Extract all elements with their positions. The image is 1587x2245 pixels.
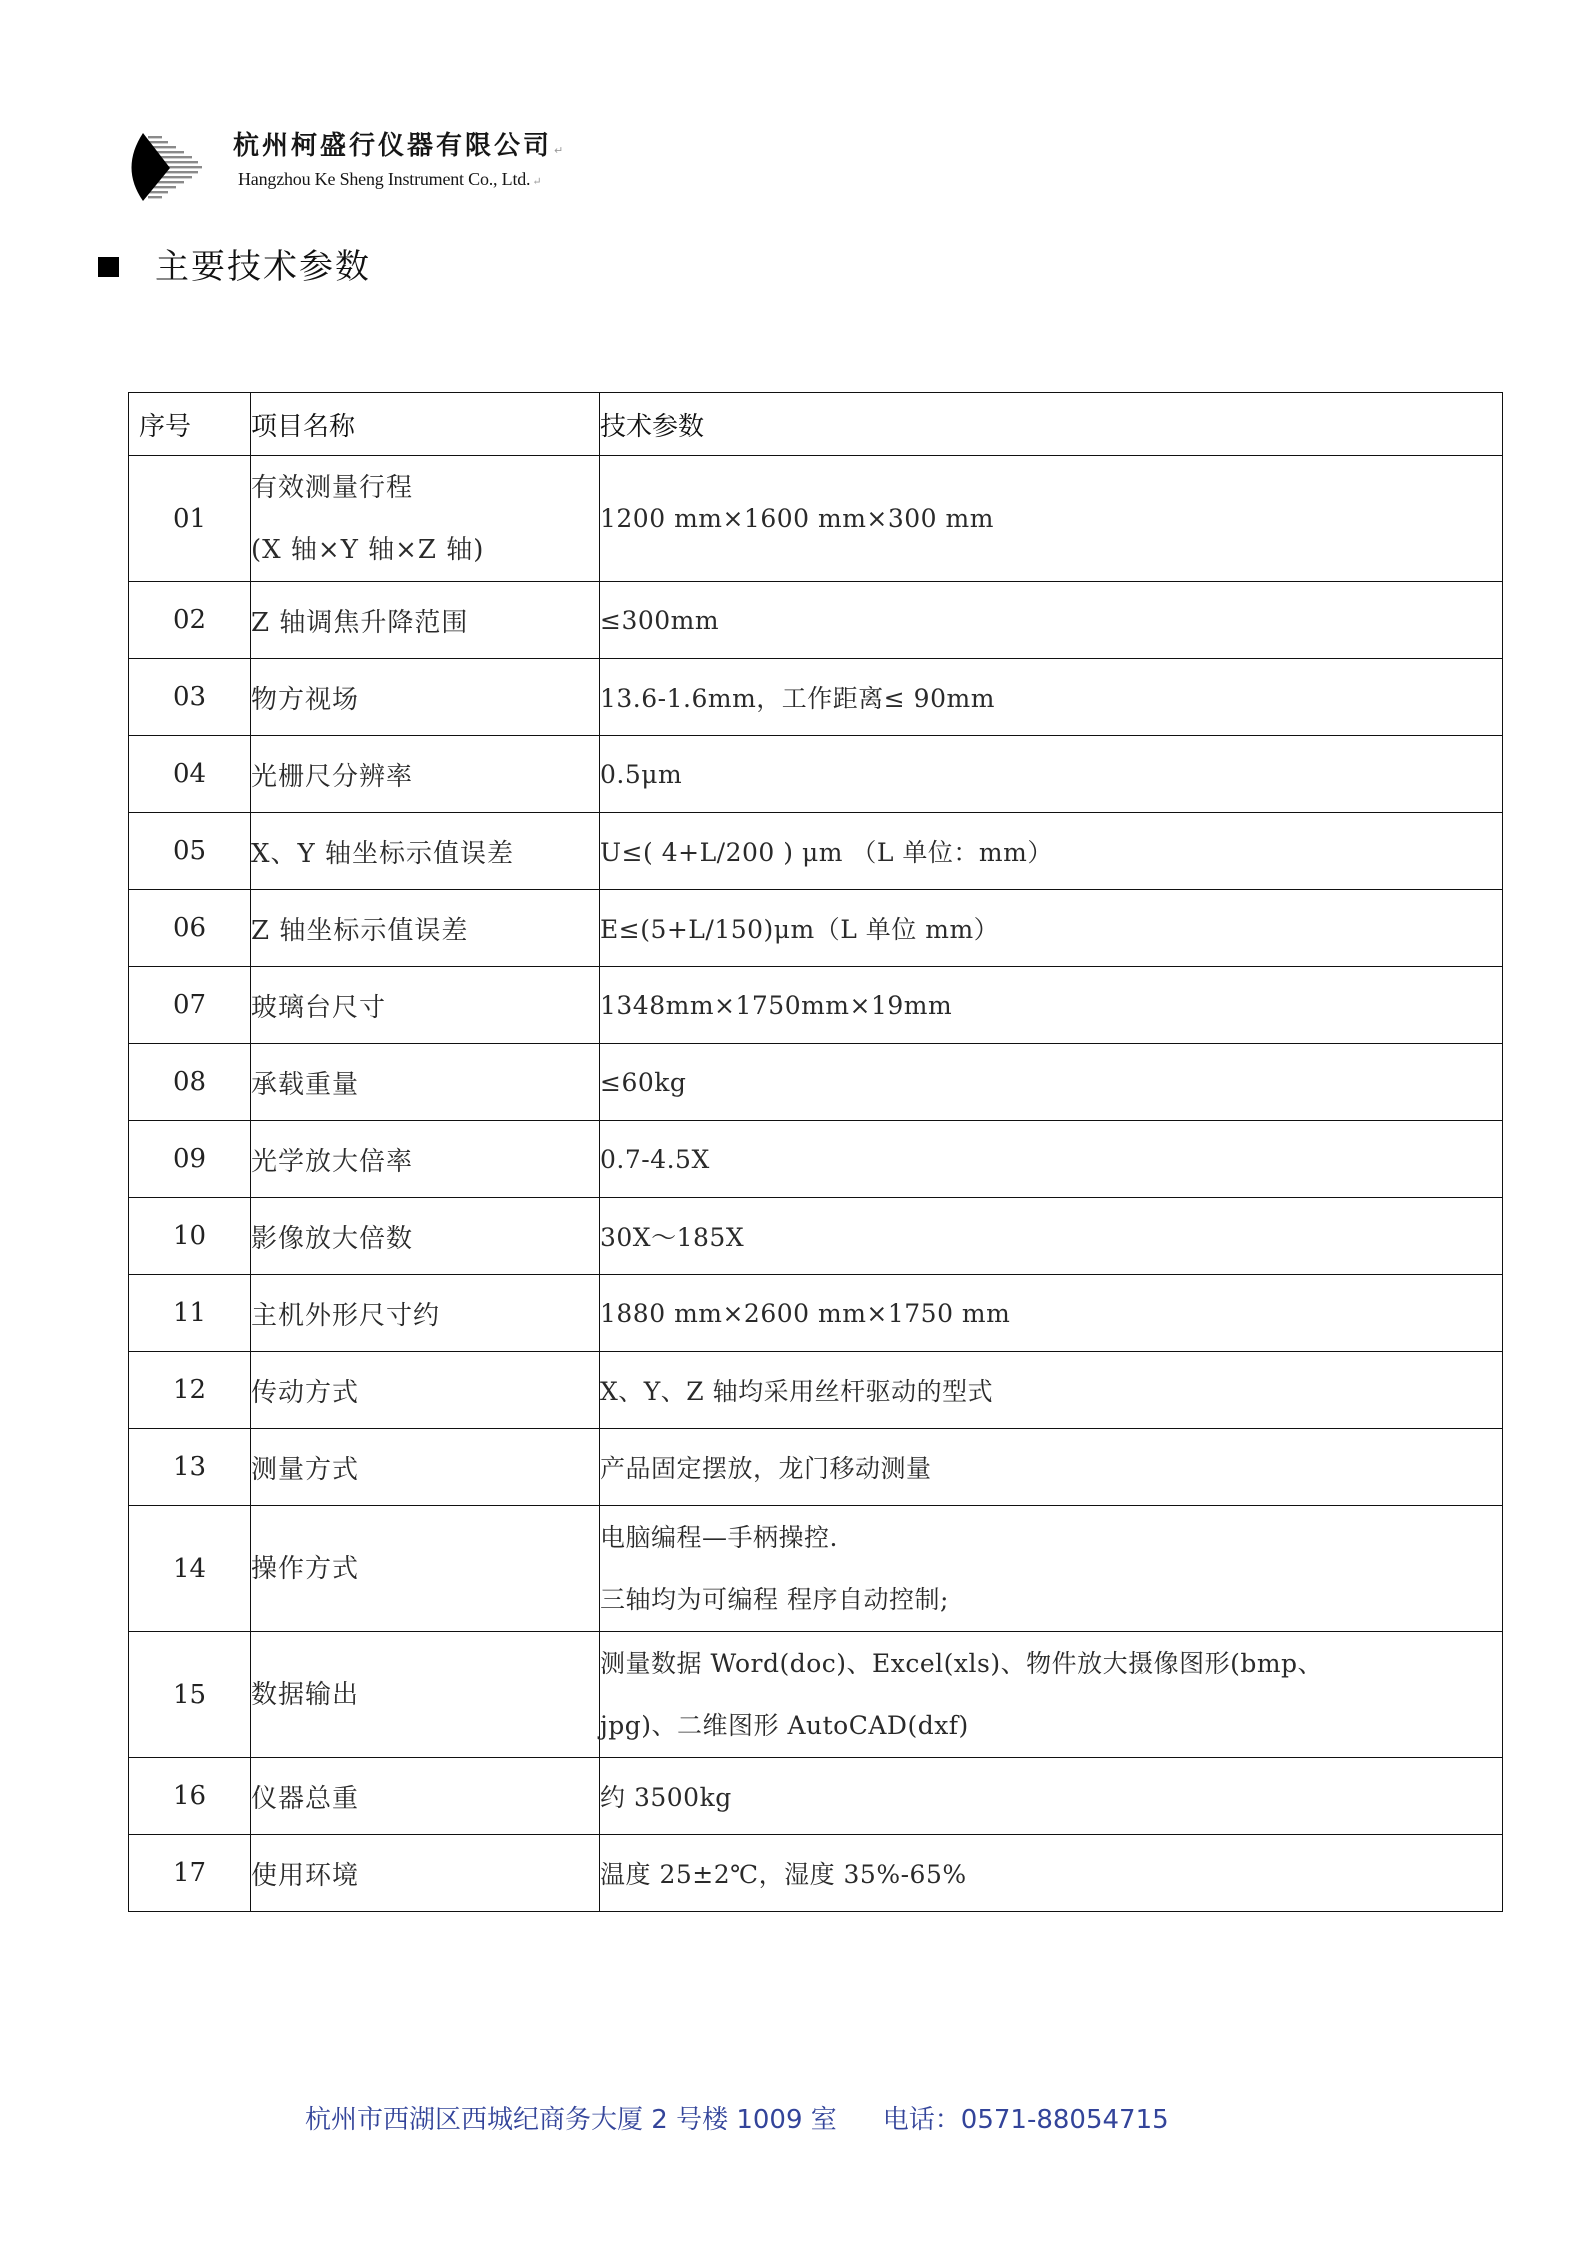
spec-value-line: 1200 mm×1600 mm×300 mm xyxy=(600,503,994,533)
table-row xyxy=(129,1758,1503,1835)
spec-value xyxy=(600,1835,1503,1912)
item-name-line: X、Y 轴坐标示值误差 xyxy=(251,838,514,869)
spec-value-line: ≤300mm xyxy=(600,605,720,635)
spec-value-line: 1880 mm×2600 mm×1750 mm xyxy=(600,1298,1011,1328)
footer-phone: 电话：0571-88054715 xyxy=(882,2105,1169,2135)
item-name xyxy=(251,582,600,659)
item-name xyxy=(251,1758,600,1835)
row-number: 05 xyxy=(129,813,251,890)
table-row xyxy=(129,582,1503,659)
item-name xyxy=(251,1632,600,1758)
spec-value-line: E≤(5+L/150)μm（L 单位 mm） xyxy=(600,915,1000,944)
item-name-line: (X 轴×Y 轴×Z 轴) xyxy=(251,534,485,565)
spec-value-line: 13.6-1.6mm，工作距离≤ 90mm xyxy=(600,684,995,713)
item-name xyxy=(251,659,600,736)
table-row xyxy=(129,1275,1503,1352)
item-name xyxy=(251,1198,600,1275)
item-name-line: 有效测量行程 xyxy=(251,472,414,503)
table-row xyxy=(129,967,1503,1044)
spec-value xyxy=(600,1044,1503,1121)
spec-value xyxy=(600,1198,1503,1275)
item-name-line: 传动方式 xyxy=(251,1377,360,1408)
item-name-line: Z 轴调焦升降范围 xyxy=(251,607,469,638)
spec-value-line: X、Y、Z 轴均采用丝杆驱动的型式 xyxy=(600,1377,994,1406)
spec-value-line: 三轴均为可编程 程序自动控制; xyxy=(600,1584,949,1614)
column-header-no: 序号 xyxy=(129,393,251,456)
spec-value-line: 1348mm×1750mm×19mm xyxy=(600,990,953,1020)
item-name xyxy=(251,1121,600,1198)
company-name-en-text: Hangzhou Ke Sheng Instrument Co., Ltd. xyxy=(238,169,531,189)
spec-value xyxy=(600,736,1503,813)
spec-table xyxy=(128,392,1503,1912)
table-row xyxy=(129,456,1503,582)
company-name-cn-text: 杭州柯盛行仪器有限公司 xyxy=(233,131,553,161)
item-name xyxy=(251,1506,600,1632)
item-name xyxy=(251,813,600,890)
spec-value xyxy=(600,659,1503,736)
spec-value xyxy=(600,1506,1503,1632)
spec-value-line: U≤( 4+L/200 ) μm （L 单位：mm） xyxy=(600,838,1053,867)
row-number: 04 xyxy=(129,736,251,813)
spec-value-line: 0.7-4.5X xyxy=(600,1144,710,1174)
column-header-item: 项目名称 xyxy=(251,393,600,456)
row-number: 11 xyxy=(129,1275,251,1352)
square-bullet-icon xyxy=(98,257,119,277)
item-name-line: 操作方式 xyxy=(251,1553,360,1584)
table-row xyxy=(129,1429,1503,1506)
row-number: 12 xyxy=(129,1352,251,1429)
lens-chevron-logo-icon xyxy=(124,128,204,206)
row-number: 02 xyxy=(129,582,251,659)
row-number: 08 xyxy=(129,1044,251,1121)
company-name-en xyxy=(238,168,542,193)
item-name-line: Z 轴坐标示值误差 xyxy=(251,915,469,946)
spec-value xyxy=(600,967,1503,1044)
table-header-row xyxy=(129,393,1503,456)
item-name-line: 影像放大倍数 xyxy=(251,1223,414,1254)
item-name xyxy=(251,1275,600,1352)
item-name-line: 承载重量 xyxy=(251,1069,360,1100)
table-row xyxy=(129,1121,1503,1198)
spec-value-line: 电脑编程—手柄操控. xyxy=(600,1522,838,1552)
company-name-cn xyxy=(233,128,563,169)
row-number: 10 xyxy=(129,1198,251,1275)
item-name-line: 测量方式 xyxy=(251,1454,360,1485)
row-number: 16 xyxy=(129,1758,251,1835)
item-name-line: 使用环境 xyxy=(251,1860,360,1891)
table-row xyxy=(129,890,1503,967)
spec-value xyxy=(600,1352,1503,1429)
row-number: 17 xyxy=(129,1835,251,1912)
spec-value xyxy=(600,890,1503,967)
item-name-line: 仪器总重 xyxy=(251,1783,360,1814)
spec-value xyxy=(600,1121,1503,1198)
row-number: 14 xyxy=(129,1506,251,1632)
item-name-line: 光栅尺分辨率 xyxy=(251,761,414,792)
item-name xyxy=(251,1352,600,1429)
row-number: 13 xyxy=(129,1429,251,1506)
item-name xyxy=(251,967,600,1044)
footer-address: 杭州市西湖区西城纪商务大厦 2 号楼 1009 室 xyxy=(305,2105,837,2135)
spec-value xyxy=(600,813,1503,890)
spec-value-line: 产品固定摆放，龙门移动测量 xyxy=(600,1454,932,1483)
spec-value xyxy=(600,582,1503,659)
spec-value-line: 测量数据 Word(doc)、Excel(xls)、物件放大摄像图形(bmp、 xyxy=(600,1648,1324,1678)
spec-value-line: 温度 25±2℃，湿度 35%-65% xyxy=(600,1860,967,1889)
spec-value-line: ≤60kg xyxy=(600,1067,687,1097)
table-row xyxy=(129,1044,1503,1121)
company-logo xyxy=(124,128,204,206)
spec-value-line: 30X～185X xyxy=(600,1223,745,1252)
spec-value xyxy=(600,456,1503,582)
item-name-line: 玻璃台尺寸 xyxy=(251,992,387,1023)
item-name-line: 数据输出 xyxy=(251,1679,360,1710)
table-row xyxy=(129,659,1503,736)
paragraph-mark-icon: ↵ xyxy=(554,144,564,157)
spec-value xyxy=(600,1429,1503,1506)
footer xyxy=(305,2102,1169,2138)
column-header-spec: 技术参数 xyxy=(600,393,1503,456)
table-row xyxy=(129,1198,1503,1275)
table-row xyxy=(129,1352,1503,1429)
row-number: 07 xyxy=(129,967,251,1044)
table-row xyxy=(129,1632,1503,1758)
item-name xyxy=(251,890,600,967)
section-title: 主要技术参数 xyxy=(155,247,371,287)
row-number: 09 xyxy=(129,1121,251,1198)
item-name xyxy=(251,456,600,582)
row-number: 06 xyxy=(129,890,251,967)
table-row xyxy=(129,1506,1503,1632)
table-row xyxy=(129,1835,1503,1912)
paragraph-mark-icon: ↵ xyxy=(532,176,542,188)
spec-value xyxy=(600,1275,1503,1352)
row-number: 01 xyxy=(129,456,251,582)
item-name xyxy=(251,736,600,813)
item-name xyxy=(251,1044,600,1121)
row-number: 15 xyxy=(129,1632,251,1758)
row-number: 03 xyxy=(129,659,251,736)
item-name-line: 主机外形尺寸约 xyxy=(251,1300,441,1331)
item-name-line: 物方视场 xyxy=(251,684,360,715)
table-row xyxy=(129,736,1503,813)
spec-value-line: jpg)、二维图形 AutoCAD(dxf) xyxy=(600,1710,969,1740)
spec-value-line: 0.5μm xyxy=(600,759,683,789)
item-name xyxy=(251,1835,600,1912)
table-body xyxy=(129,456,1503,1912)
item-name-line: 光学放大倍率 xyxy=(251,1146,414,1177)
spec-value xyxy=(600,1632,1503,1758)
table-row xyxy=(129,813,1503,890)
item-name xyxy=(251,1429,600,1506)
spec-value-line: 约 3500kg xyxy=(600,1783,732,1812)
spec-value xyxy=(600,1758,1503,1835)
